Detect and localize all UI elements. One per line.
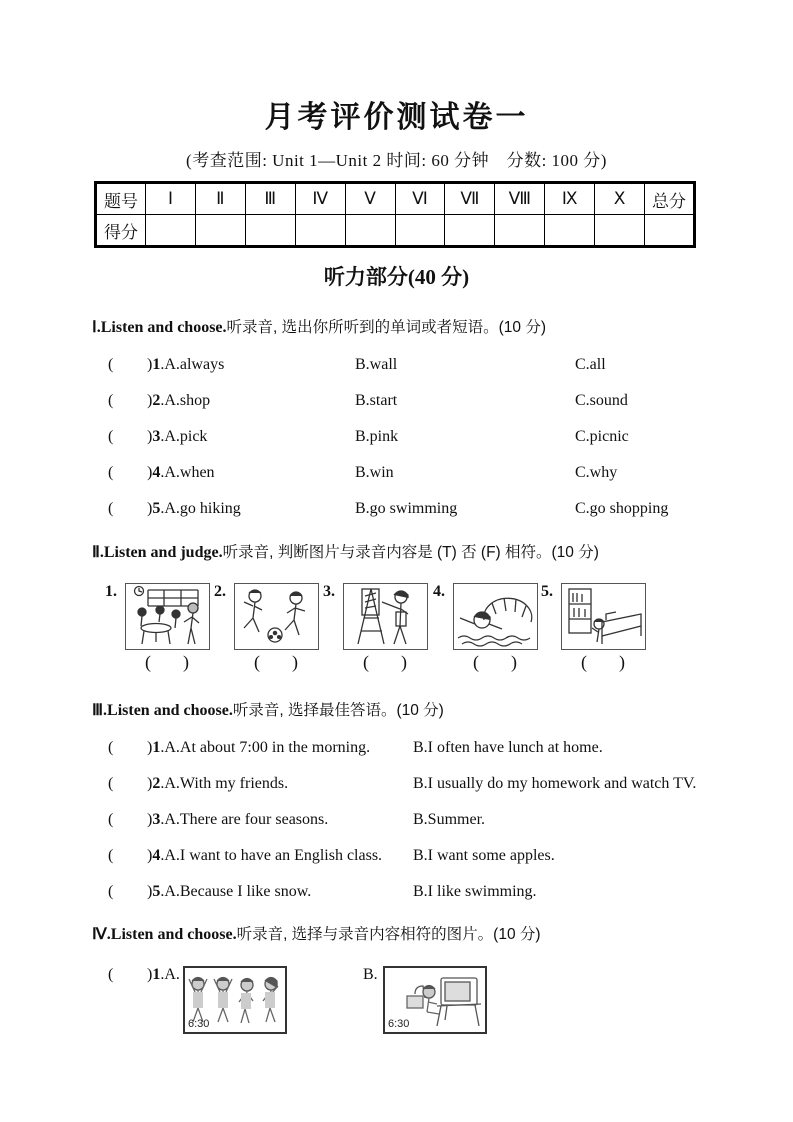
section4-question1	[92, 962, 752, 1046]
answer-blank: ( )	[145, 652, 189, 672]
answer-blank: ( )	[473, 652, 517, 672]
option-b: B.Summer.	[413, 811, 486, 828]
section3-header	[92, 698, 444, 720]
answer-blank-paren: (	[108, 883, 114, 900]
score-cell	[245, 215, 295, 247]
item-image-frame	[125, 583, 210, 650]
item-image-frame	[453, 583, 538, 650]
section2-roman: Ⅱ	[92, 544, 100, 561]
score-col-1: Ⅰ	[146, 183, 196, 215]
score-col-2: Ⅱ	[195, 183, 245, 215]
section3-title-zh: 听录音, 选择最佳答语。(10 分)	[232, 702, 444, 719]
score-cell	[645, 215, 695, 247]
question-row	[92, 491, 752, 527]
item-number: 1.	[105, 583, 117, 600]
score-col-3: Ⅲ	[245, 183, 295, 215]
option-b-label: B.	[363, 966, 378, 983]
option-a-image-frame	[183, 966, 287, 1034]
score-cell	[395, 215, 445, 247]
answer-blank-paren: (	[108, 356, 114, 373]
score-col-9: Ⅸ	[545, 183, 595, 215]
question-row	[92, 802, 752, 838]
option-c: C.why	[575, 464, 618, 481]
answer-blank-paren: (	[108, 428, 114, 445]
option-b-image-frame	[383, 966, 487, 1034]
section4-title-en: .Listen and choose.	[106, 926, 237, 943]
score-col-10: Ⅹ	[595, 183, 645, 215]
option-b: B.wall	[355, 356, 398, 373]
answer-blank-paren: (	[108, 739, 114, 756]
option-a: )2.A.shop	[147, 392, 211, 409]
child-tidying-bedroom-illustration	[562, 584, 645, 649]
section1-title-en: .Listen and choose.	[96, 319, 227, 336]
score-cell	[295, 215, 345, 247]
item-image-frame	[343, 583, 428, 650]
question-row	[92, 838, 752, 874]
listen-judge-item-3	[323, 583, 428, 655]
option-b: B.I often have lunch at home.	[413, 739, 603, 756]
score-cell	[545, 215, 595, 247]
section2-images	[92, 583, 752, 653]
score-col-5: Ⅴ	[345, 183, 395, 215]
answer-blank: ( )	[254, 652, 298, 672]
section3-roman: Ⅲ	[92, 702, 104, 719]
option-a: )4.A.when	[147, 464, 215, 481]
score-col-total: 总分	[645, 183, 695, 215]
section1-title-zh: 听录音, 选出你所听到的单词或者短语。(10 分)	[226, 319, 547, 336]
score-cell	[495, 215, 545, 247]
option-c: C.go shopping	[575, 500, 669, 517]
score-cell	[146, 215, 196, 247]
question-row	[92, 455, 752, 491]
boy-painting-at-easel-illustration	[344, 584, 427, 649]
option-c: C.sound	[575, 392, 628, 409]
item-number: 3.	[323, 583, 335, 600]
clock-time-label: 6:30	[188, 1018, 210, 1030]
section4-roman: Ⅳ	[92, 926, 107, 943]
item-number: 4.	[433, 583, 445, 600]
section1-header	[92, 315, 546, 337]
answer-blank-paren: (	[108, 847, 114, 864]
section1-roman: Ⅰ	[92, 319, 97, 336]
answer-blank: ( )	[581, 652, 625, 672]
section2-answer-blanks	[92, 652, 752, 676]
answer-blank-paren: (	[108, 500, 114, 517]
listen-judge-item-2	[214, 583, 319, 655]
question-row	[92, 347, 752, 383]
item-number: 2.	[214, 583, 226, 600]
option-b: B.pink	[355, 428, 399, 445]
score-cell	[595, 215, 645, 247]
option-a: )3.A.pick	[147, 428, 208, 445]
option-b: B.start	[355, 392, 398, 409]
item-image-frame	[234, 583, 319, 650]
option-b: B.I want some apples.	[413, 847, 555, 864]
section4-title-zh: 听录音, 选择与录音内容相符的图片。(10 分)	[236, 926, 541, 943]
option-b: B.I like swimming.	[413, 883, 537, 900]
score-table-header-row	[96, 183, 695, 215]
option-a: )1.A.always	[147, 356, 225, 373]
classroom-morning-scene-illustration	[126, 584, 209, 649]
listening-part-heading: 听力部分(40 分)	[323, 265, 470, 289]
section3-title-en: .Listen and choose.	[103, 702, 233, 719]
option-a-label: )1.A.	[147, 966, 180, 983]
question-row	[92, 383, 752, 419]
listen-judge-item-5	[541, 583, 646, 655]
answer-blank: ( )	[363, 652, 407, 672]
score-col-8: Ⅷ	[495, 183, 545, 215]
option-c: C.all	[575, 356, 606, 373]
section2-title-en: .Listen and judge.	[99, 544, 223, 561]
answer-blank-paren: (	[108, 966, 114, 983]
question-row	[92, 419, 752, 455]
section3-questions	[92, 730, 752, 910]
score-cell	[445, 215, 495, 247]
score-col-6: Ⅵ	[395, 183, 445, 215]
option-b: B.go swimming	[355, 500, 458, 517]
score-cell	[345, 215, 395, 247]
answer-blank-paren: (	[108, 464, 114, 481]
kids-playing-football-illustration	[235, 584, 318, 649]
option-a: )2.A.With my friends.	[147, 775, 289, 792]
answer-blank-paren: (	[108, 775, 114, 792]
score-table-row1-label: 题号	[96, 183, 146, 215]
option-a: )5.A.Because I like snow.	[147, 883, 312, 900]
option-a: )5.A.go hiking	[147, 500, 241, 517]
question-row	[92, 874, 752, 910]
section4-header	[92, 922, 541, 944]
answer-blank-paren: (	[108, 811, 114, 828]
option-b: B.I usually do my homework and watch TV.	[413, 775, 697, 792]
child-swimming-illustration	[454, 584, 537, 649]
item-image-frame	[561, 583, 646, 650]
option-c: C.picnic	[575, 428, 629, 445]
listen-judge-item-4	[433, 583, 538, 655]
option-a: )1.A.At about 7:00 in the morning.	[147, 739, 371, 756]
answer-blank-paren: (	[108, 392, 114, 409]
listen-judge-item-1	[105, 583, 210, 655]
question-row	[92, 730, 752, 766]
question-row	[92, 766, 752, 802]
page-title: 月考评价测试卷一	[264, 101, 529, 134]
section2-title-zh: 听录音, 判断图片与录音内容是 (T) 否 (F) 相符。(10 分)	[222, 544, 599, 561]
section1-questions	[92, 347, 752, 527]
option-a: )3.A.There are four seasons.	[147, 811, 329, 828]
option-b: B.win	[355, 464, 394, 481]
exam-meta: (考查范围: Unit 1—Unit 2 时间: 60 分钟 分数: 100 分)	[186, 151, 607, 170]
score-table-score-row	[96, 215, 695, 247]
item-number: 5.	[541, 583, 553, 600]
option-a: )4.A.I want to have an English class.	[147, 847, 383, 864]
score-table-row2-label: 得分	[96, 215, 146, 247]
score-table	[94, 181, 696, 248]
section2-header	[92, 540, 599, 562]
score-col-4: Ⅳ	[295, 183, 345, 215]
score-col-7: Ⅶ	[445, 183, 495, 215]
clock-time-label: 6:30	[388, 1018, 410, 1030]
score-cell	[195, 215, 245, 247]
